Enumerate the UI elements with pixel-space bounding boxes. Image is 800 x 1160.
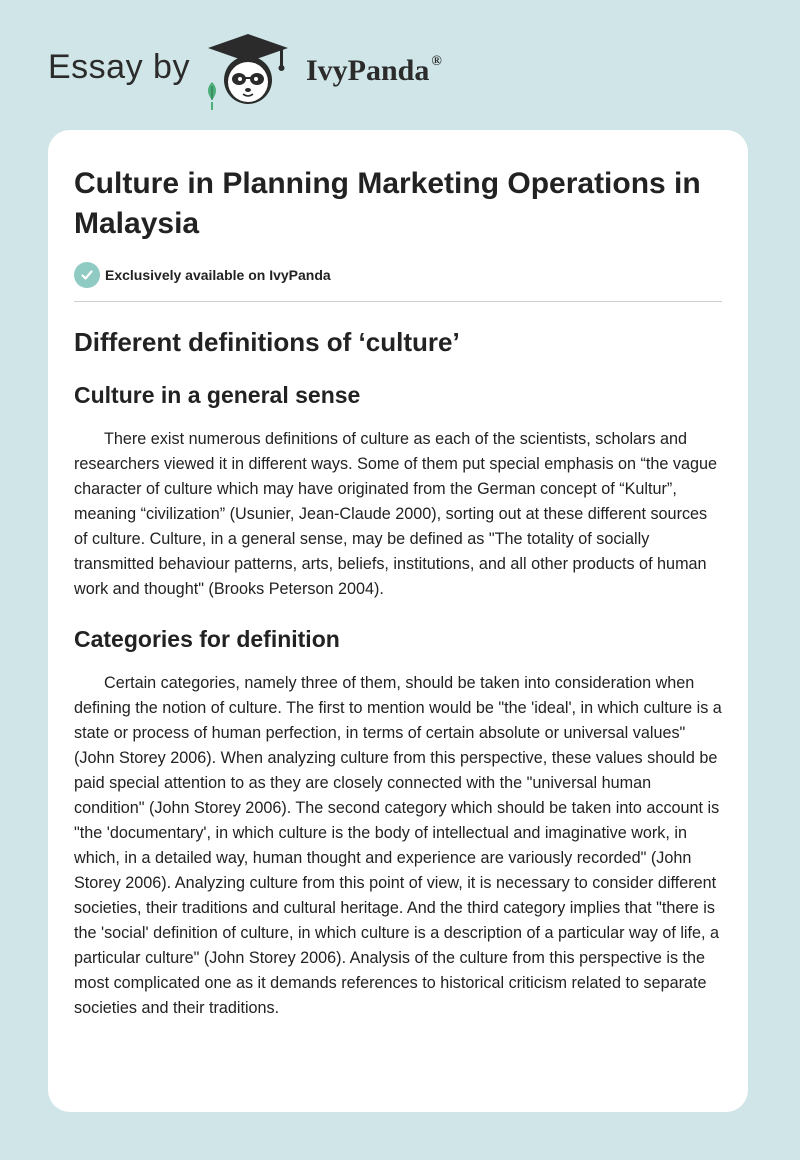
article-card — [48, 130, 748, 1112]
brand-prefix: Essay by — [48, 48, 190, 86]
divider — [74, 301, 722, 302]
page-title: Culture in Planning Marketing Operations in Malaysia — [74, 167, 701, 240]
article-content — [74, 164, 722, 1021]
paragraph-categories: Certain categories, namely three of them, should be taken into consideration when defining the notion of culture. The first to mention would be "the 'ideal', in which culture is a state or process of human perfection, in terms of certain absolute or universal values" (John Storey 2006). When analyzing culture from this perspective, these values should be paid special attention to as they are closely connected with the "universal human condition" (John Storey 2006). The second category which should be taken into account is "the 'documentary', in which culture is the body of intellectual and imaginative work, in which, in a detailed way, human thought and experience are variously recorded" (John Storey 2006). Analyzing culture from this point of view, it is necessary to consider different societies, their traditions and cultural heritage. And the third category implies that "there is the 'social' definition of culture, in which culture is a description of a particular way of life, a particular culture" (John Storey 2006). Analysis of the culture from this perspective is the most complicated one as it demands references to historical criticism related to separate societies and their traditions. — [74, 674, 722, 1017]
brand-name: IvyPanda ® — [306, 54, 442, 87]
section-heading: Different definitions of ‘culture’ — [74, 327, 460, 357]
subsection-heading-categories: Categories for definition — [74, 626, 340, 652]
paragraph-general: There exist numerous definitions of culture as each of the scientists, scholars and researchers viewed it in different ways. Some of them put special emphasis on “the vague character of culture which may have originated from the German concept of “Kultur”, meaning “civilization” (Usunier, Jean-Claude 2000), sorting out at these different sources of culture. Culture, in a general sense, may be defined as "The totality of socially transmitted behaviour patterns, arts, beliefs, institutions, and all other products of human work and thought" (Brooks Peterson 2004). — [74, 430, 718, 598]
brand-header — [48, 30, 528, 110]
panda-graduate-logo-icon — [198, 30, 298, 110]
exclusive-label: Exclusively available on IvyPanda — [105, 267, 331, 283]
subsection-heading-general: Culture in a general sense — [74, 382, 361, 408]
exclusive-badge — [74, 262, 722, 288]
check-circle-icon — [74, 262, 100, 288]
